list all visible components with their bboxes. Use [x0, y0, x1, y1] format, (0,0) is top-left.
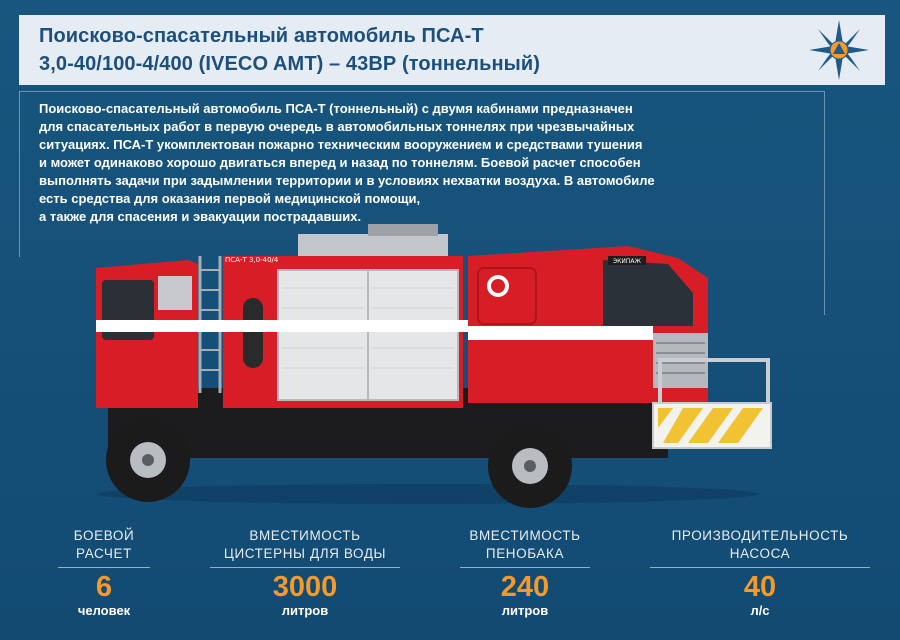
truck-side-text: ПСА-Т 3,0-40/4 [225, 256, 279, 264]
front-wheel [488, 424, 572, 508]
stat-divider [210, 567, 400, 568]
description-line: для спасательных работ в первую очередь в автомобильных тоннелях при чрезвычайных [39, 119, 635, 134]
stat-label: БОЕВОЙ [73, 528, 135, 543]
description-line: а также для спасения и эвакуации пострадавших. [39, 209, 362, 224]
stat-label: ПЕНОБАКА [485, 546, 565, 561]
stat-unit: л/с [750, 603, 770, 618]
description-line: и может одинаково хорошо двигаться вперед и назад по тоннелям. Боевой расчет способен [39, 155, 641, 170]
fire-rescue-truck-icon [68, 198, 788, 508]
description-line: ситуациях. ПСА-Т укомплектован пожарно техническим вооружением и средствами тушения [39, 137, 643, 152]
stat-label: ПРОИЗВОДИТЕЛЬНОСТЬ [671, 528, 849, 543]
stat-divider [460, 567, 590, 568]
title-band [19, 15, 885, 85]
stat-unit: литров [501, 603, 549, 618]
description-line: Поисково-спасательный автомобиль ПСА-Т (тоннельный) с двумя кабинами предназначен [39, 101, 633, 116]
stat-unit: литров [281, 603, 329, 618]
stat-divider [58, 567, 150, 568]
stat-label: НАСОСА [729, 546, 791, 561]
stat-crew [56, 527, 152, 619]
stat-value: 6 [95, 571, 113, 603]
page-title-line1: Поисково-спасательный автомобиль ПСА-Т [39, 25, 484, 47]
stat-label: ЦИСТЕРНЫ ДЛЯ ВОДЫ [223, 546, 387, 561]
stat-foam-tank [455, 527, 595, 619]
stat-value: 240 [500, 571, 550, 603]
stat-water-tank [205, 527, 405, 619]
mchs-star-emblem-icon [807, 18, 871, 82]
stat-label: ВМЕСТИМОСТЬ [469, 528, 581, 543]
rear-wheel [106, 418, 190, 502]
stat-label: ВМЕСТИМОСТЬ [249, 528, 361, 543]
stat-value: 40 [743, 571, 777, 603]
description-frame-left-rule [19, 91, 20, 257]
stat-value: 3000 [272, 571, 338, 603]
page-title-line2: 3,0-40/100-4/400 (IVECO AMT) – 43ВР (тоннельный) [39, 53, 541, 75]
description-line: есть средства для оказания первой медицинской помощи, [39, 191, 421, 206]
cab-plate-text: ЭКИПАЖ [612, 258, 642, 265]
stat-pump-capacity [640, 527, 880, 619]
stat-label: РАСЧЕТ [76, 546, 132, 561]
stat-unit: человек [77, 603, 131, 618]
stat-divider [650, 567, 870, 568]
description-line: выполнять задачи при задымлении территории и в условиях нехватки воздуха. В автомобиле [39, 173, 655, 188]
